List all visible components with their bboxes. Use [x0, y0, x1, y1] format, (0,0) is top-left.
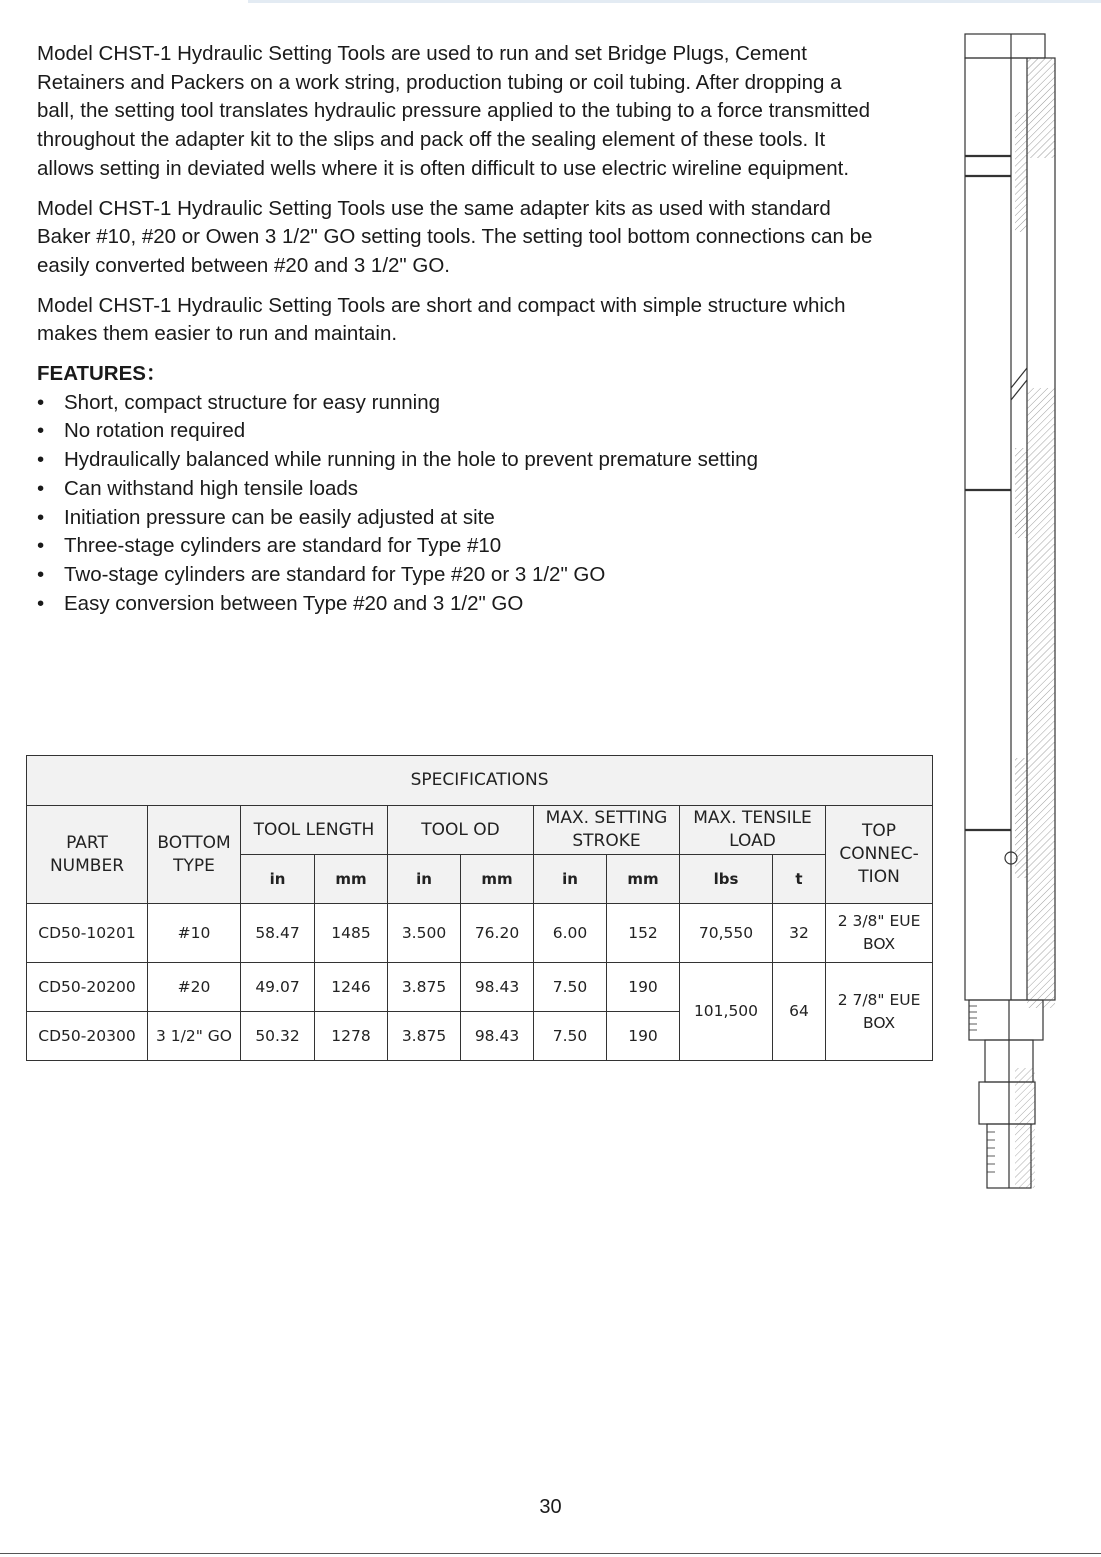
cell-stroke-mm: 190 [607, 1012, 680, 1061]
cell-stroke-mm: 190 [607, 963, 680, 1012]
setting-tool-drawing [955, 28, 1085, 1198]
intro-paragraph-2: Model CHST-1 Hydraulic Setting Tools use the same adapter kits as used with standard Baker #10, #20 or Owen 3 1/2" GO setting tools. The setting tool bottom connections can be easily converted between #20 and 3 1/2" GO. [37, 196, 873, 277]
cell-tensile-t: 32 [773, 904, 826, 963]
cell-bottom-type: 3 1/2" GO [148, 1012, 241, 1061]
cell-length-mm: 1278 [315, 1012, 388, 1061]
header-tool-length: TOOL LENGTH [241, 806, 388, 855]
cell-top-connection: 2 3/8" EUE BOX [826, 904, 933, 963]
bottom-rule [0, 1553, 1101, 1554]
unit-length-in: in [241, 855, 315, 904]
table-title: SPECIFICATIONS [27, 756, 933, 806]
feature-item: • Can withstand high tensile loads [37, 475, 877, 504]
header-setting-stroke: MAX. SETTING STROKE [534, 806, 680, 855]
unit-stroke-mm: mm [607, 855, 680, 904]
cell-length-in: 49.07 [241, 963, 315, 1012]
table-row [27, 904, 933, 963]
feature-item: • Two-stage cylinders are standard for Type #20 or 3 1/2" GO [37, 561, 877, 590]
feature-item: • No rotation required [37, 417, 877, 446]
cell-length-in: 50.32 [241, 1012, 315, 1061]
unit-length-mm: mm [315, 855, 388, 904]
header-part-number: PART NUMBER [27, 806, 148, 904]
cell-length-in: 58.47 [241, 904, 315, 963]
feature-item: • Easy conversion between Type #20 and 3 1/2" GO [37, 590, 877, 619]
cell-od-in: 3.875 [388, 1012, 461, 1061]
cell-top-connection: 2 7/8" EUE BOX [826, 963, 933, 1061]
cell-length-mm: 1485 [315, 904, 388, 963]
cell-stroke-in: 7.50 [534, 1012, 607, 1061]
cell-bottom-type: #20 [148, 963, 241, 1012]
page-number: 30 [539, 1496, 562, 1518]
header-bottom-type: BOTTOM TYPE [148, 806, 241, 904]
unit-tensile-lbs: lbs [680, 855, 773, 904]
feature-item: • Three-stage cylinders are standard for Type #10 [37, 532, 877, 561]
cell-stroke-in: 7.50 [534, 963, 607, 1012]
unit-stroke-in: in [534, 855, 607, 904]
cell-part-number: CD50-20300 [27, 1012, 148, 1061]
header-top-connection: TOP CONNEC-TION [826, 806, 933, 904]
cell-part-number: CD50-10201 [27, 904, 148, 963]
intro-paragraph-3: Model CHST-1 Hydraulic Setting Tools are short and compact with simple structure which makes them easier to run and maintain. [37, 293, 846, 346]
cell-od-mm: 98.43 [461, 1012, 534, 1061]
cell-tensile-lbs: 70,550 [680, 904, 773, 963]
cell-od-mm: 76.20 [461, 904, 534, 963]
features-list [37, 389, 877, 619]
table-row [27, 963, 933, 1012]
feature-item: • Short, compact structure for easy running [37, 389, 877, 418]
cell-stroke-mm: 152 [607, 904, 680, 963]
unit-od-in: in [388, 855, 461, 904]
header-tool-od: TOOL OD [388, 806, 534, 855]
cell-stroke-in: 6.00 [534, 904, 607, 963]
cell-tensile-lbs: 101,500 [680, 963, 773, 1061]
feature-item: • Hydraulically balanced while running in the hole to prevent premature setting [37, 446, 877, 475]
intro-paragraph-1: Model CHST-1 Hydraulic Setting Tools are used to run and set Bridge Plugs, Cement Retainers and Packers on a work string, production tubing or coil tubing. After dropping a ball, the setting tool translates hydraulic pressure applied to the tubing to a force transmitted throughout the adapter kit to the slips and pack off the sealing element of these tools. It allows setting in deviated wells where it is often difficult to use electric wireline equipment. [37, 42, 871, 180]
features-heading: FEATURES： [37, 362, 167, 386]
feature-item: • Initiation pressure can be easily adjusted at site [37, 504, 877, 533]
intro-section [37, 40, 877, 618]
top-rule [248, 0, 1101, 3]
cell-tensile-t: 64 [773, 963, 826, 1061]
specifications-table [26, 755, 933, 1061]
cell-od-in: 3.500 [388, 904, 461, 963]
cell-bottom-type: #10 [148, 904, 241, 963]
header-tensile-load: MAX. TENSILE LOAD [680, 806, 826, 855]
cell-length-mm: 1246 [315, 963, 388, 1012]
cell-part-number: CD50-20200 [27, 963, 148, 1012]
cell-od-in: 3.875 [388, 963, 461, 1012]
cell-od-mm: 98.43 [461, 963, 534, 1012]
unit-tensile-t: t [773, 855, 826, 904]
unit-od-mm: mm [461, 855, 534, 904]
